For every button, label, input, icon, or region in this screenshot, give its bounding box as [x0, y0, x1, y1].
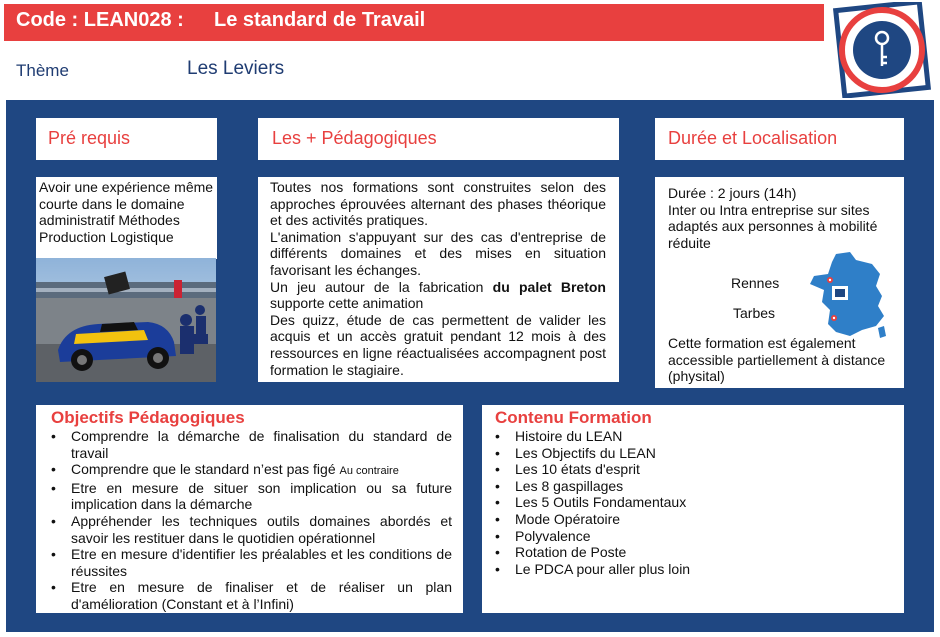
pedagogiques-p3-end: supporte cette animation — [270, 295, 424, 312]
objectifs-list — [50, 428, 452, 613]
objectif-item: • Etre en mesure de situer son implication ou sa future implication dans la démarche — [50, 480, 452, 513]
course-title: Le standard de Travail — [214, 9, 426, 31]
city-rennes: Rennes — [731, 275, 780, 291]
distance-text: Cette formation est également accessible partiellement à distance (physital) — [668, 335, 886, 385]
pedagogiques-p3-start: Un jeu autour de la fabrication — [270, 278, 493, 295]
objectif-item: • Appréhender les techniques outils domaines abordés et savoir les restituer dans le quotidien opérationnel — [50, 513, 452, 546]
pedagogiques-heading: Les + Pédagogiques — [272, 128, 437, 148]
contenu-item: • Mode Opératoire — [494, 511, 894, 528]
pedagogiques-paragraph-1: Toutes nos formations sont construites selon des approches éprouvées alternant des phases théorique et des activités pratiques. — [270, 179, 606, 229]
contenu-heading: Contenu Formation — [495, 408, 652, 427]
objectif-item-text: Comprendre que le standard n’est pas figé — [71, 461, 336, 478]
key-logo-icon — [826, 2, 934, 98]
course-code: Code : LEAN028 : — [16, 9, 184, 31]
pedagogiques-text — [270, 179, 606, 378]
contenu-item: • Polyvalence — [494, 528, 894, 545]
duree-text — [668, 185, 898, 251]
contenu-item: • Le PDCA pour aller plus loin — [494, 561, 894, 578]
duree-line: Durée : 2 jours (14h) — [668, 185, 797, 201]
contenu-item: • Les 5 Outils Fondamentaux — [494, 494, 894, 511]
objectif-item: • Comprendre la démarche de finalisation du standard de travail — [50, 428, 452, 461]
contenu-item: • Histoire du LEAN — [494, 428, 894, 445]
city-tarbes: Tarbes — [733, 305, 776, 321]
france-map-icon — [806, 250, 888, 340]
race-car-pit-stop-image — [36, 258, 216, 382]
duree-heading: Durée et Localisation — [668, 128, 838, 148]
pedagogiques-paragraph-2: L'animation s'appuyant sur des cas d'entreprise de différents domaines et des mises en situation favorisant les échanges. — [270, 228, 606, 278]
objectif-item: • Etre en mesure de finaliser et de réaliser un plan d'amélioration (Constant et à l’Infini) — [50, 579, 452, 612]
pedagogiques-paragraph-4: Des quizz, étude de cas permettent de valider les acquis et un accès gratuit pendant 12 mois à des ressources en ligne réactualisées accompagnent post formation le stagiaire. — [270, 311, 606, 378]
contenu-item: • Les Objectifs du LEAN — [494, 445, 894, 462]
localisation-line: Inter ou Intra entreprise sur sites adaptés aux personnes à mobilité réduite — [668, 201, 878, 251]
objectif-item-note: Au contraire — [339, 465, 399, 478]
pedagogiques-p3-bold: du palet Breton — [492, 278, 606, 295]
prerequis-text: Avoir une expérience même courte dans le domaine administratif Méthodes Production Logistique — [39, 179, 214, 245]
theme-value: Les Leviers — [187, 58, 285, 79]
contenu-item: • Rotation de Poste — [494, 544, 894, 561]
contenu-list — [494, 428, 894, 577]
pedagogiques-paragraph-3 — [270, 279, 606, 312]
contenu-item: • Les 10 états d'esprit — [494, 461, 894, 478]
prerequis-heading: Pré requis — [48, 128, 131, 148]
objectifs-heading: Objectifs Pédagogiques — [51, 408, 245, 427]
objectif-item: • Etre en mesure d'identifier les préalables et les conditions de réussites — [50, 546, 452, 579]
objectif-item — [50, 461, 452, 480]
theme-label: Thème — [16, 61, 69, 80]
contenu-item: • Les 8 gaspillages — [494, 478, 894, 495]
